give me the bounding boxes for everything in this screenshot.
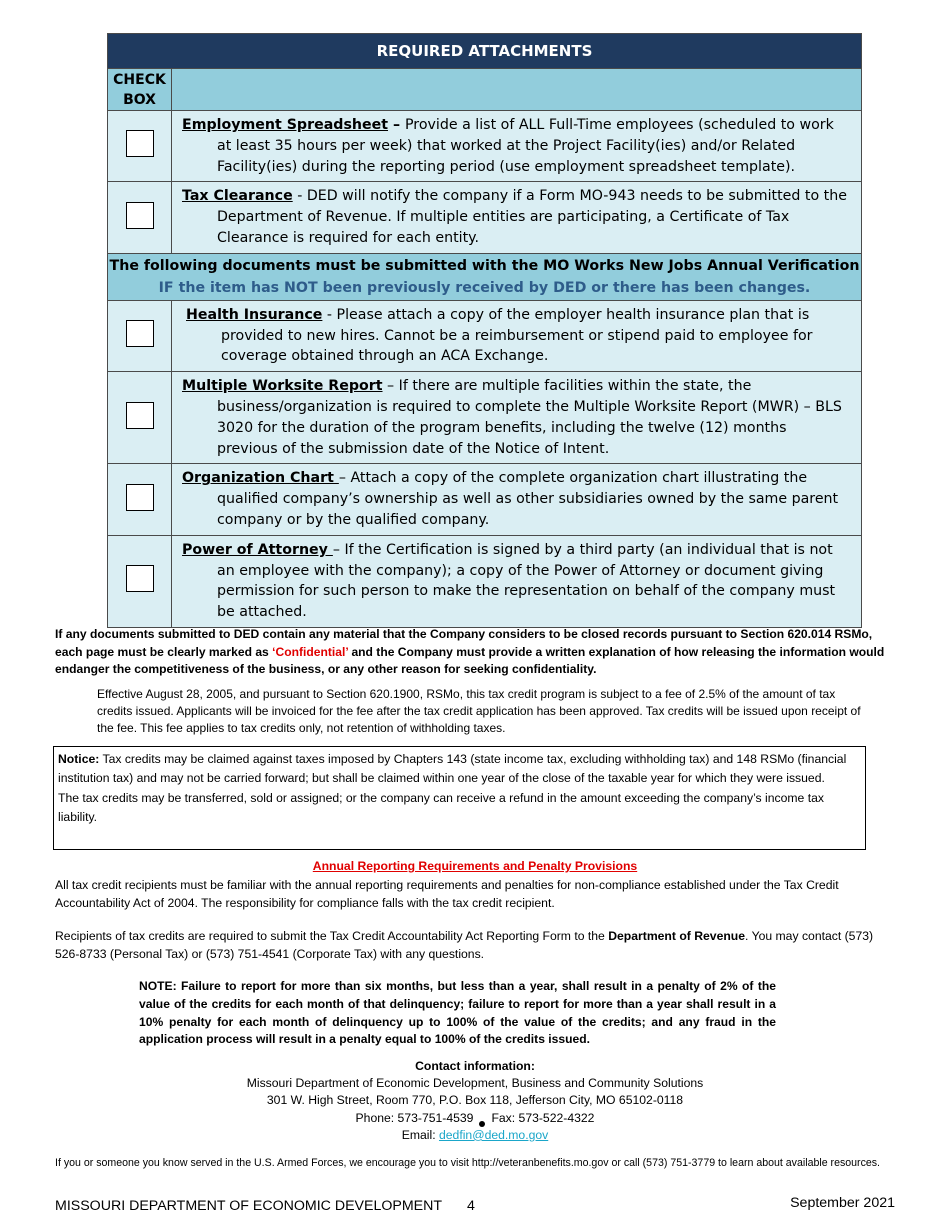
item-description: If there are multiple facilities within the state, the business/organization is required to complete the Multiple Worksite Report (MWR) – BLS 3020 for the duration of the program benefits, including the twelve (12) months previous of the submission date of the Notice of Intent. xyxy=(217,378,842,457)
page-footer xyxy=(55,1195,895,1219)
contact-information: Contact information: Missouri Department of Economic Development, Business and Community Solutions 301 W. High Street, Room 770, P.O. Box 118, Jefferson City, MO 65102-0118 Phone: 573-751-4539 Fax: 573-522-4322 Email: dedfin@ded.mo.gov xyxy=(0,1058,950,1144)
attachment-row-power-of-attorney: Power of Attorney – If the Certification is signed by a third party (an individual that is not an employee with the company); a copy of the Power of Attorney or document giving permission for such person to make the representation on behalf of the company must be attached. xyxy=(108,535,862,627)
item-description: Please attach a copy of the employer health insurance plan that is provided to new hires. Cannot be a reimbursement or stipend paid to employee for coverage obtained through an ACA Exchange. xyxy=(221,306,813,365)
notice-box: Notice: Tax credits may be claimed against taxes imposed by Chapters 143 (state income tax, excluding withholding tax) and 148 RSMo (financial institution tax) and may not be carried forward; but shall be claimed within one year of the close of the taxable year for which they were issued. The tax credits may be transferred, sold or assigned; or the company can receive a refund in the amount exceeding the company’s income tax liability. xyxy=(53,746,866,850)
veteran-resources-note: If you or someone you know served in the U.S. Armed Forces, we encourage you to visit http://veteranbenefits.mo.gov or call (573) 751-3779 to learn about available resources. xyxy=(55,1157,880,1169)
item-title: Health Insurance xyxy=(186,306,323,323)
item-title: Multiple Worksite Report xyxy=(182,378,383,395)
footer-organization: MISSOURI DEPARTMENT OF ECONOMIC DEVELOPMENT xyxy=(55,1198,443,1214)
attachment-row-tax-clearance: Tax Clearance - DED will notify the company if a Form MO-943 needs to be submitted to the Department of Revenue. If multiple entities are participating, a Certificate of Tax Clearance is required for each entity. xyxy=(108,182,862,253)
annual-reporting-title: Annual Reporting Requirements and Penalty Provisions xyxy=(312,859,638,873)
item-description: If the Certification is signed by a third party (an individual that is not an employee with the company); a copy of the Power of Attorney or document giving permission for such person to make the representation on behalf of the company must be attached. xyxy=(217,541,836,621)
attachment-row-organization-chart: Organization Chart – Attach a copy of the complete organization chart illustrating the qualified company’s ownership as well as other subsidiaries owned by the same parent company or by the qualified company. xyxy=(108,464,862,535)
attachment-row-employment-spreadsheet: Employment Spreadsheet – Provide a list of ALL Full-Time employees (scheduled to work at least 35 hours per week) that worked at the Project Facility(ies) and/or Related Facility(ies) during the reporting period (use employment spreadsheet template). xyxy=(108,111,862,182)
item-description: Attach a copy of the complete organization chart illustrating the qualified company’s ownership as well as other subsidiaries owned by the same parent company or by the qualified company. xyxy=(217,470,839,528)
notice-label: Notice: xyxy=(58,752,100,766)
bullet-icon xyxy=(479,1121,485,1127)
email-link[interactable]: dedfin@ded.mo.gov xyxy=(438,1127,549,1142)
confidential-highlight: ‘Confidential’ xyxy=(272,644,349,659)
annual-verification-separator: The following documents must be submitted with the MO Works New Jobs Annual Verification IF the item has NOT been previously received by DED or there has been changes. xyxy=(108,253,862,300)
footer-date: September 2021 xyxy=(790,1195,895,1211)
item-title: Employment Spreadsheet xyxy=(182,117,389,133)
attachment-row-multiple-worksite-report: Multiple Worksite Report – If there are multiple facilities within the state, the business/organization is required to complete the Multiple Worksite Report (MWR) – BLS 3020 for the duration of the program benefits, including the twelve (12) months previous of the submission date of the Notice of Intent. xyxy=(108,372,862,464)
fax-number: Fax: 573-522-4322 xyxy=(491,1110,595,1125)
reporting-form-paragraph: Recipients of tax credits are required to submit the Tax Credit Accountability Act Reporting Form to the Department of Revenue. You may contact (573) 526-8733 (Personal Tax) or (573) 751-4541 (Corporate Tax) with any questions. xyxy=(55,929,874,961)
item-title: Organization Chart xyxy=(182,470,339,487)
organization-chart-checkbox[interactable] xyxy=(126,484,154,511)
table-title: REQUIRED ATTACHMENTS xyxy=(108,34,862,69)
attachment-row-health-insurance: Health Insurance - Please attach a copy of the employer health insurance plan that is provided to new hires. Cannot be a reimbursement or stipend paid to employee for coverage obtained through an ACA Exchange. xyxy=(108,300,862,371)
item-description: Provide a list of ALL Full-Time employees (scheduled to work at least 35 hours per week) that worked at the Project Facility(ies) and/or Related Facility(ies) during the reporting period (use employment spreadsheet template). xyxy=(217,117,834,175)
penalty-note: NOTE: Failure to report for more than six months, but less than a year, shall result in a penalty of 2% of the value of the credits for each month of that delinquency; failure to report for more than a year shall result in a 10% penalty for each month of delinquency up to 100% of the value of the credits; and any fraud in the application process will result in a penalty equal to 100% of the credits issued. xyxy=(139,979,776,1047)
page-number: 4 xyxy=(467,1198,475,1214)
phone-number: Phone: 573-751-4539 xyxy=(355,1110,474,1125)
power-of-attorney-checkbox[interactable] xyxy=(126,565,154,592)
annual-reporting-paragraph: All tax credit recipients must be familiar with the annual reporting requirements and penalties for non-compliance established under the Tax Credit Accountability Act of 2004. The responsibility for compliance falls with the tax credit recipient. xyxy=(55,878,839,910)
confidential-records-statement: If any documents submitted to DED contain any material that the Company considers to be closed records pursuant to Section 620.014 RSMo, each page must be clearly marked as ‘Confidential’ and the Company must provide a written explanation of how releasing the information would endanger the competitiveness of the business, or any other reason for seeking confidentiality. xyxy=(55,627,885,676)
item-title: Tax Clearance xyxy=(182,188,293,205)
contact-title: Contact information: xyxy=(415,1059,535,1073)
required-attachments-table xyxy=(107,33,862,628)
multiple-worksite-report-checkbox[interactable] xyxy=(126,402,154,429)
tax-clearance-checkbox[interactable] xyxy=(126,202,154,229)
item-title: Power of Attorney xyxy=(182,541,333,558)
fee-statement: Effective August 28, 2005, and pursuant to Section 620.1900, RSMo, this tax credit program is subject to a fee of 2.5% of the amount of tax credits issued. Applicants will be invoiced for the fee after the tax credit application has been approved. Tax credits will be issued upon receipt of the fee. This fee applies to tax credits only, not retention of withholding taxes. xyxy=(97,687,861,736)
check-box-header: CHECK BOX xyxy=(108,69,172,111)
employment-spreadsheet-checkbox[interactable] xyxy=(126,130,154,157)
item-description: DED will notify the company if a Form MO-943 needs to be submitted to the Department of Revenue. If multiple entities are participating, a Certificate of Tax Clearance is required for each entity. xyxy=(217,188,847,246)
health-insurance-checkbox[interactable] xyxy=(126,320,154,347)
